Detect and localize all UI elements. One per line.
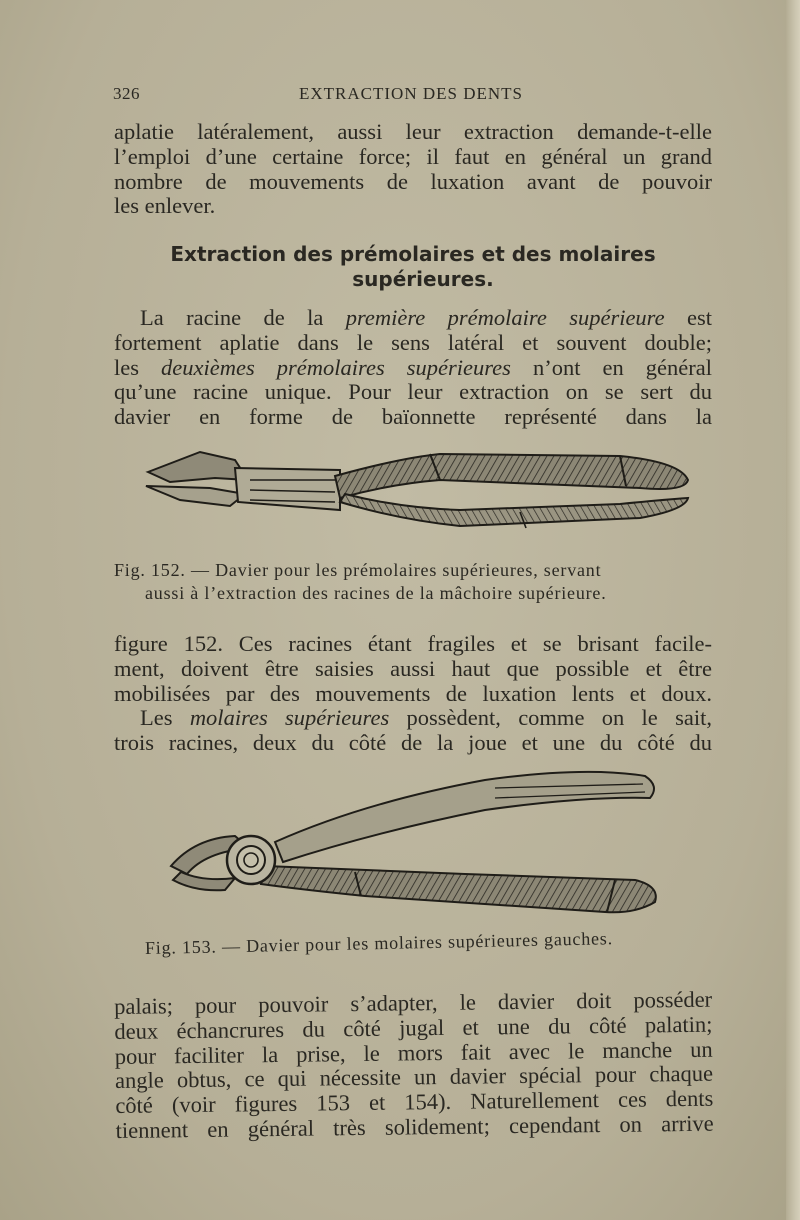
text-line: fortement aplatie dans le sens latéral et souvent double; (114, 329, 712, 355)
italic-term: première prémolaire supérieure (345, 305, 665, 330)
caption-line: Fig. 152. — Davier pour les prémolaires supérieures, servant (114, 560, 602, 580)
text-line: davier en forme de baïonnette représenté dans la (114, 404, 712, 430)
text-line: côté (voir figures 153 et 154). Naturellement ces dents (115, 1085, 714, 1119)
text-line (114, 306, 712, 331)
running-header (113, 84, 713, 108)
text-line: les enlever. (114, 193, 216, 219)
text-line: pour faciliter la prise, le mors fait avec le manche un (114, 1036, 713, 1069)
text-run: est (664, 305, 712, 330)
section-heading (114, 242, 712, 292)
text-line: l’emploi d’une certaine force; il faut en général un grand (114, 143, 712, 169)
section-heading-line: supérieures. (352, 267, 494, 291)
text-line: tiennent en général très solidement; cependant on arrive (115, 1110, 714, 1143)
text-line: palais; pour pouvoir s’adapter, le davier doit posséder (113, 986, 713, 1019)
figure-153-molar-forceps (165, 762, 665, 922)
text-line: mobilisées par des mouvements de luxation lents et doux. (114, 680, 712, 706)
page-edge (786, 0, 800, 1220)
text-line: angle obtus, ce qui nécessite un davier spécial pour chaque (114, 1061, 714, 1094)
running-title: EXTRACTION DES DENTS (299, 84, 523, 103)
section-heading-line: Extraction des prémolaires et des molaires (170, 242, 656, 266)
text-line: deux échancrures du côté jugal et une du côté palatin; (114, 1011, 713, 1044)
text-line: qu’une racine unique. Pour leur extraction on se sert du (114, 379, 712, 405)
text-line: ment, doivent être saisies aussi haut que possible et être (114, 655, 712, 681)
text-line: aplatie latéralement, aussi leur extraction demande-t-elle (114, 119, 712, 144)
text-line (114, 706, 712, 731)
figure-152-bayonet-forceps (140, 440, 695, 545)
caption-line: aussi à l’extraction des racines de la mâchoire supérieure. (145, 583, 607, 603)
figure-152-caption (114, 559, 607, 605)
italic-term: molaires supérieures (189, 705, 390, 731)
text-run: n’ont en général (510, 354, 713, 380)
paragraph-molars-continued (114, 988, 714, 1144)
figure-153-caption (145, 927, 613, 960)
text-line: figure 152. Ces racines étant fragiles et se brisant facile- (114, 631, 712, 656)
paragraph-molars (114, 632, 712, 756)
page-number: 326 (113, 84, 140, 103)
text-run: possèdent, comme on le sait, (389, 705, 712, 731)
caption-line: Fig. 153. — Davier pour les molaires supérieures gauches. (144, 928, 614, 958)
italic-term: deuxièmes prémolaires supérieures (161, 354, 511, 380)
text-line: trois racines, deux du côté de la joue et une du côté du (114, 730, 712, 756)
text-run: La racine de la (140, 305, 346, 330)
text-line (114, 356, 712, 381)
text-run: les (114, 354, 162, 380)
paragraph-continuation (114, 120, 712, 219)
text-line: nombre de mouvements de luxation avant de pouvoir (114, 168, 712, 194)
text-run: Les (140, 705, 190, 731)
paragraph-premolars (114, 306, 712, 430)
